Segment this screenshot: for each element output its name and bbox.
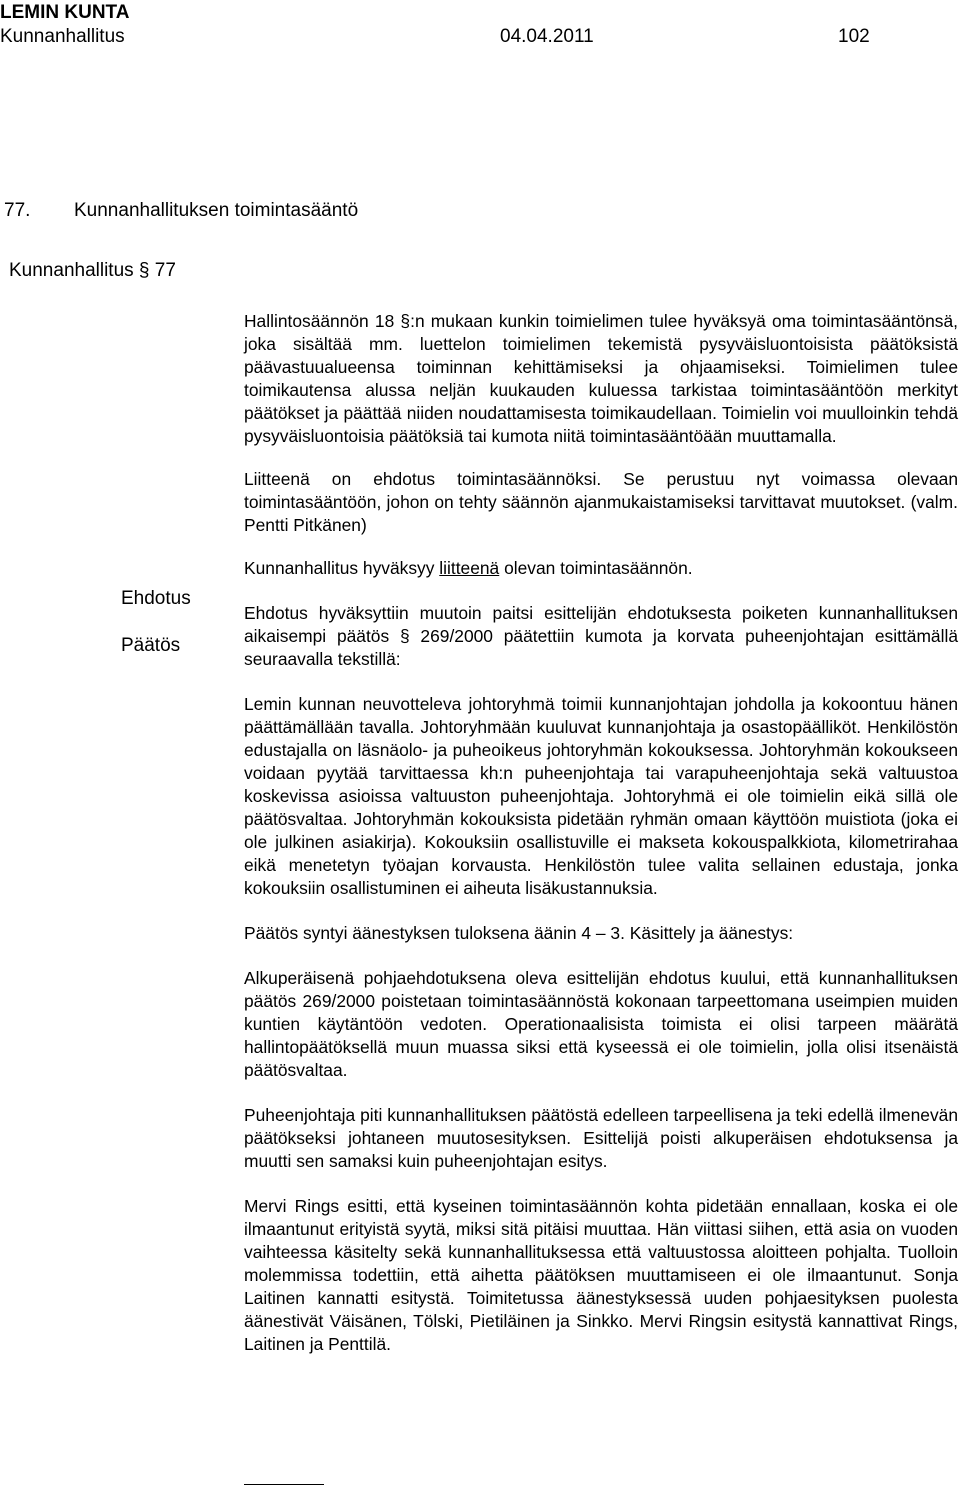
proposal-paragraph [244, 557, 958, 580]
section-number: 77. [4, 200, 31, 221]
document-body [244, 310, 958, 1356]
chair-paragraph: Puheenjohtaja piti kunnanhallituksen päätöstä edelleen tarpeellisena ja teki edellä ilmenevän päätökseksi johtaneen muutosesityksen. Esittelijä poisti alkuperäisen ehdotuksensa ja muutti sen samaksi kuin puheenjohtajan esitys. [244, 1105, 958, 1171]
paatos-label: Päätös [121, 635, 181, 656]
section-reference: Kunnanhallitus § 77 [9, 260, 176, 281]
attachment-paragraph: Liitteenä on ehdotus toimintasäännöksi. Se perustuu nyt voimassa olevaan toimintasääntöön, johon on tehty säännön ajanmukaistamiseksi tarvittavat muutokset. (valm. Pentti Pitkänen) [244, 469, 958, 535]
page-number: 102 [838, 26, 870, 47]
section-heading: Kunnanhallituksen toimintasääntö [74, 200, 359, 221]
original-proposal-paragraph: Alkuperäisenä pohjaehdotuksena oleva esittelijän ehdotus kuului, että kunnanhallituksen päätös 269/2000 poistetaan toimintasäännöstä kokonaan tarpeettomana useimpien muiden kuntien käytäntöön vedoten. Operationaalisista toimista ei olisi tarpeen määrätä hallintopäätöksellä muun muassa siksi että kyseessä ei ole toimielin, jolla olisi itsenäistä päätösvaltaa. [244, 968, 958, 1080]
organization-name: LEMIN KUNTA [0, 2, 130, 23]
meeting-date: 04.04.2011 [500, 26, 594, 47]
body-name: Kunnanhallitus [0, 26, 125, 47]
counter-proposal-paragraph: Mervi Rings esitti, että kyseinen toimintasäännön kohta pidetään ennallaan, koska ei ole ilmaantunut erityistä syytä, miksi sitä pitäisi muuttaa. Hän viittasi siihen, että asia on vuoden vaihteessa käsitelty sekä kunnanhallituksessa että valtuustossa aloitteen pohjalta. Tuolloin molemmissa todettiin, että aihetta päätöksen muuttamiseen ei ole ilmaantunut. Sonja Laitinen kannatti esitystä. Toimitetussa äänestyksessä uuden pohjaesityksen puolesta äänestivät Väisänen, Tölski, Pietiläinen ja Sinkko. Mervi Ringsin esitystä kannattivat Rings, Laitinen ja Penttilä. [244, 1196, 958, 1354]
intro-paragraph: Hallintosäännön 18 §:n mukaan kunkin toimielimen tulee hyväksyä oma toimintasääntönsä, joka sisältää mm. luettelon toimielimen tekemistä pysyväisluontoisista päätöksistä päävastuualueensa toiminnan kehittämiseksi ja ohjaamiseksi. Toimielimen tulee toimikautensa alussa neljän kuukauden kuluessa tarkistaa toimintasääntöön merkityt päätökset ja päättää niiden noudattamisesta toimikaudellaan. Toimielin voi muulloinkin tehdä pysyväisluontoisia päätöksiä tai kumota niitä toimintasääntöään muuttamalla. [244, 311, 958, 446]
proposal-text-end: olevan toimintasäännön. [499, 558, 693, 578]
decision-paragraph: Ehdotus hyväksyttiin muutoin paitsi esittelijän ehdotuksesta poiketen kunnanhallituksen aikaisempi päätös § 269/2000 päätettiin kumota ja korvata puheenjohtajan esittämällä seuraavalla tekstillä: [244, 603, 958, 669]
attachment-link[interactable]: liitteenä [439, 558, 500, 578]
proposal-text-start: Kunnanhallitus hyväksyy [244, 558, 440, 578]
quoted-text-paragraph: Lemin kunnan neuvotteleva johtoryhmä toimii kunnanjohtajan johdolla ja kokoontuu hänen päättämällään tavalla. Johtoryhmään kuuluvat kunnanjohtaja ja osastopäälliköt. Henkilöstön edustajalla on läsnäolo- ja puheoikeus johtoryhmän kokouksessa. Johtoryhmän kokoukseen voidaan pyytää tarvittaessa kh:n puheenjohtaja tai varapuheenjohtaja sekä valtuustoa koskevissa asioissa valtuuston puheenjohtaja. Johtoryhmä ei ole toimielin eikä sillä ole päätösvaltaa. Johtoryhmän kokouksista pidetään ryhmän omaan käyttöön muistiota (joka ei ole julkinen asiakirja). Kokouksiin osallistuville ei makseta kokouspalkkiota, kilometrirahaa eikä menetetyn työajan korvausta. Henkilöstön tulee valita sellainen edustaja, jonka kokouksiin osallistuminen ei aiheuta lisäkustannuksia. [244, 694, 958, 898]
signature-line [244, 1484, 324, 1485]
section-title [4, 200, 358, 222]
ehdotus-label: Ehdotus [121, 588, 191, 609]
vote-paragraph: Päätös syntyi äänestyksen tuloksena äänin 4 – 3. Käsittely ja äänestys: [244, 923, 794, 943]
